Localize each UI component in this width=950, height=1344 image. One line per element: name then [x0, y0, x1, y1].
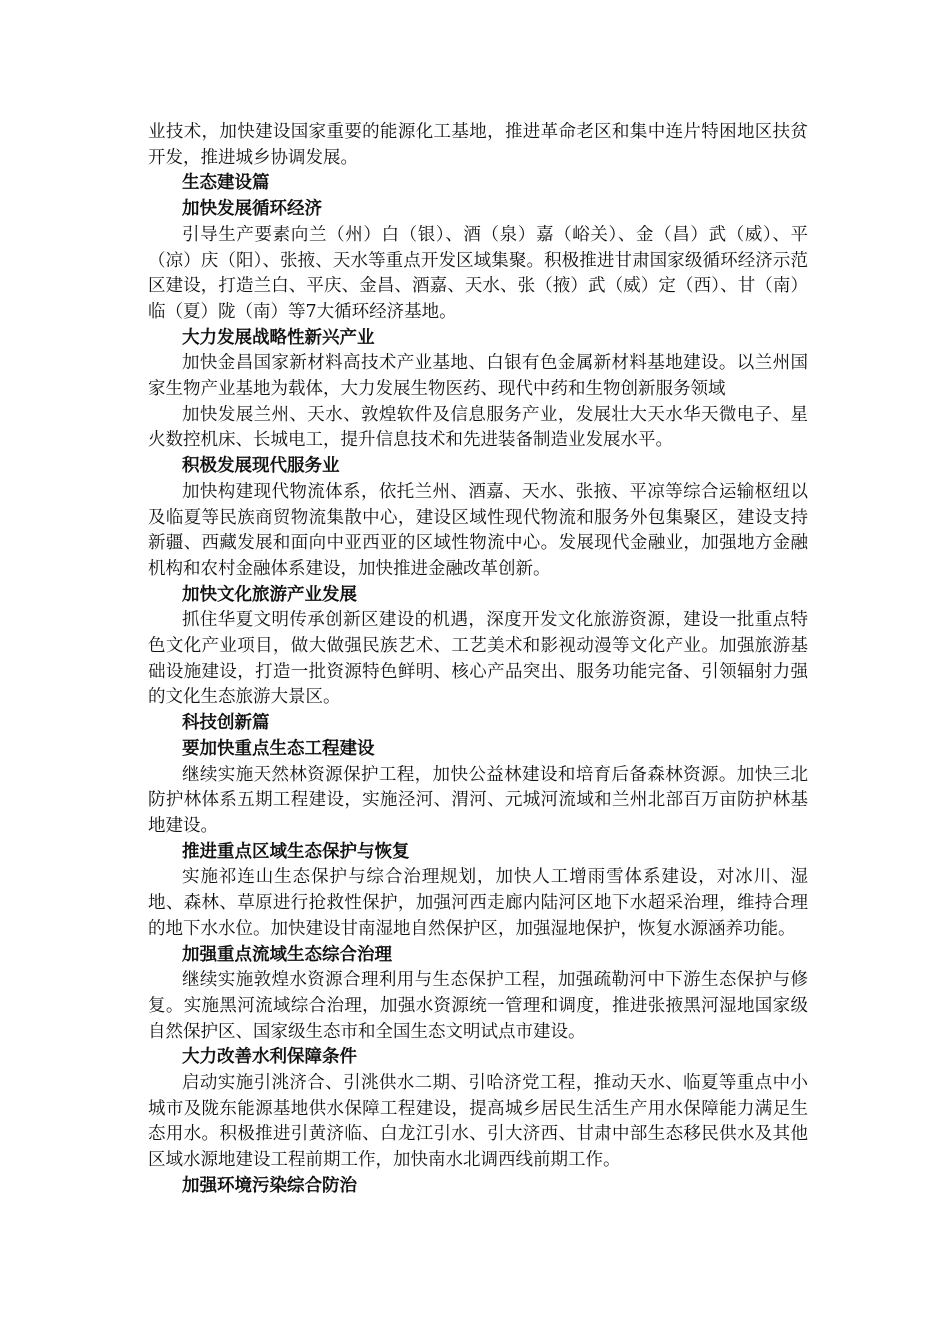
section-heading: 加快发展循环经济 — [182, 199, 322, 220]
section-heading: 科技创新篇 — [182, 713, 270, 734]
section-heading: 加快文化旅游产业发展 — [182, 584, 357, 605]
paragraph: 启动实施引洮济合、引洮供水二期、引哈济党工程，推动天水、临夏等重点中小城市及陇东能源基地供水保障工程建设，提高城乡居民生活生产用水保障能力满足生态用水。积极推进引黄济临、白龙江引水、引大济西、甘肃中部生态移民供水及其他区域水源地建设工程前期工作，加快南水北调西线前期工作。 — [148, 1073, 808, 1171]
section-heading: 大力改善水利保障条件 — [182, 1047, 357, 1068]
paragraph: 加快发展兰州、天水、敦煌软件及信息服务产业，发展壮大天水华天微电子、星火数控机床、长城电工，提升信息技术和先进装备制造业发展水平。 — [148, 404, 808, 451]
section-heading: 加强重点流域生态综合治理 — [182, 944, 392, 965]
paragraph: 实施祁连山生态保护与综合治理规划，加快人工增雨雪体系建设，对冰川、湿地、森林、草原进行抢救性保护，加强河西走廊内陆河区地下水超采治理，维持合理的地下水水位。加快建设甘南湿地自然保护区，加强湿地保护，恢复水源涵养功能。 — [148, 867, 808, 939]
paragraph: 继续实施敦煌水资源合理利用与生态保护工程，加强疏勒河中下游生态保护与修复。实施黑河流域综合治理，加强水资源统一管理和调度，推进张掖黑河湿地国家级自然保护区、国家级生态市和全国生态文明试点市建设。 — [148, 970, 808, 1042]
paragraph: 抓住华夏文明传承创新区建设的机遇，深度开发文化旅游资源，建设一批重点特色文化产业项目，做大做强民族艺术、工艺美术和影视动漫等文化产业。加强旅游基础设施建设，打造一批资源特色鲜明、核心产品突出、服务功能完备、引领辐射力强的文化生态旅游大景区。 — [148, 610, 808, 708]
paragraph: 加快构建现代物流体系，依托兰州、酒嘉、天水、张掖、平凉等综合运输枢纽以及临夏等民族商贸物流集散中心，建设区域性现代物流和服务外包集聚区，建设支持新疆、西藏发展和面向中亚西亚的区域性物流中心。发展现代金融业，加强地方金融机构和农村金融体系建设，加快推进金融改革创新。 — [148, 481, 808, 579]
paragraph: 加快金昌国家新材料高技术产业基地、白银有色金属新材料基地建设。以兰州国家生物产业基地为载体，大力发展生物医药、现代中药和生物创新服务领域 — [148, 353, 808, 400]
section-heading: 加强环境污染综合防治 — [182, 1175, 357, 1196]
paragraph: 业技术，加快建设国家重要的能源化工基地，推进革命老区和集中连片特困地区扶贫开发，推进城乡协调发展。 — [148, 122, 808, 168]
section-heading: 要加快重点生态工程建设 — [182, 738, 375, 759]
section-heading: 大力发展战略性新兴产业 — [182, 327, 375, 348]
section-heading: 推进重点区域生态保护与恢复 — [182, 841, 410, 862]
section-heading: 积极发展现代服务业 — [182, 456, 340, 477]
paragraph: 继续实施天然林资源保护工程，加快公益林建设和培育后备森林资源。加快三北防护林体系五期工程建设，实施泾河、渭河、元城河流域和兰州北部百万亩防护林基地建设。 — [148, 764, 808, 836]
section-heading: 生态建设篇 — [182, 173, 270, 194]
document-body — [148, 120, 808, 1200]
paragraph: 引导生产要素向兰（州）白（银）、酒（泉）嘉（峪关）、金（昌）武（威）、平（凉）庆（阳）、张掖、天水等重点开发区域集聚。积极推进甘肃国家级循环经济示范区建设，打造兰白、平庆、金昌、酒嘉、天水、张（掖）武（威）定（西）、甘（南）临（夏）陇（南）等7大循环经济基地。 — [148, 224, 808, 322]
